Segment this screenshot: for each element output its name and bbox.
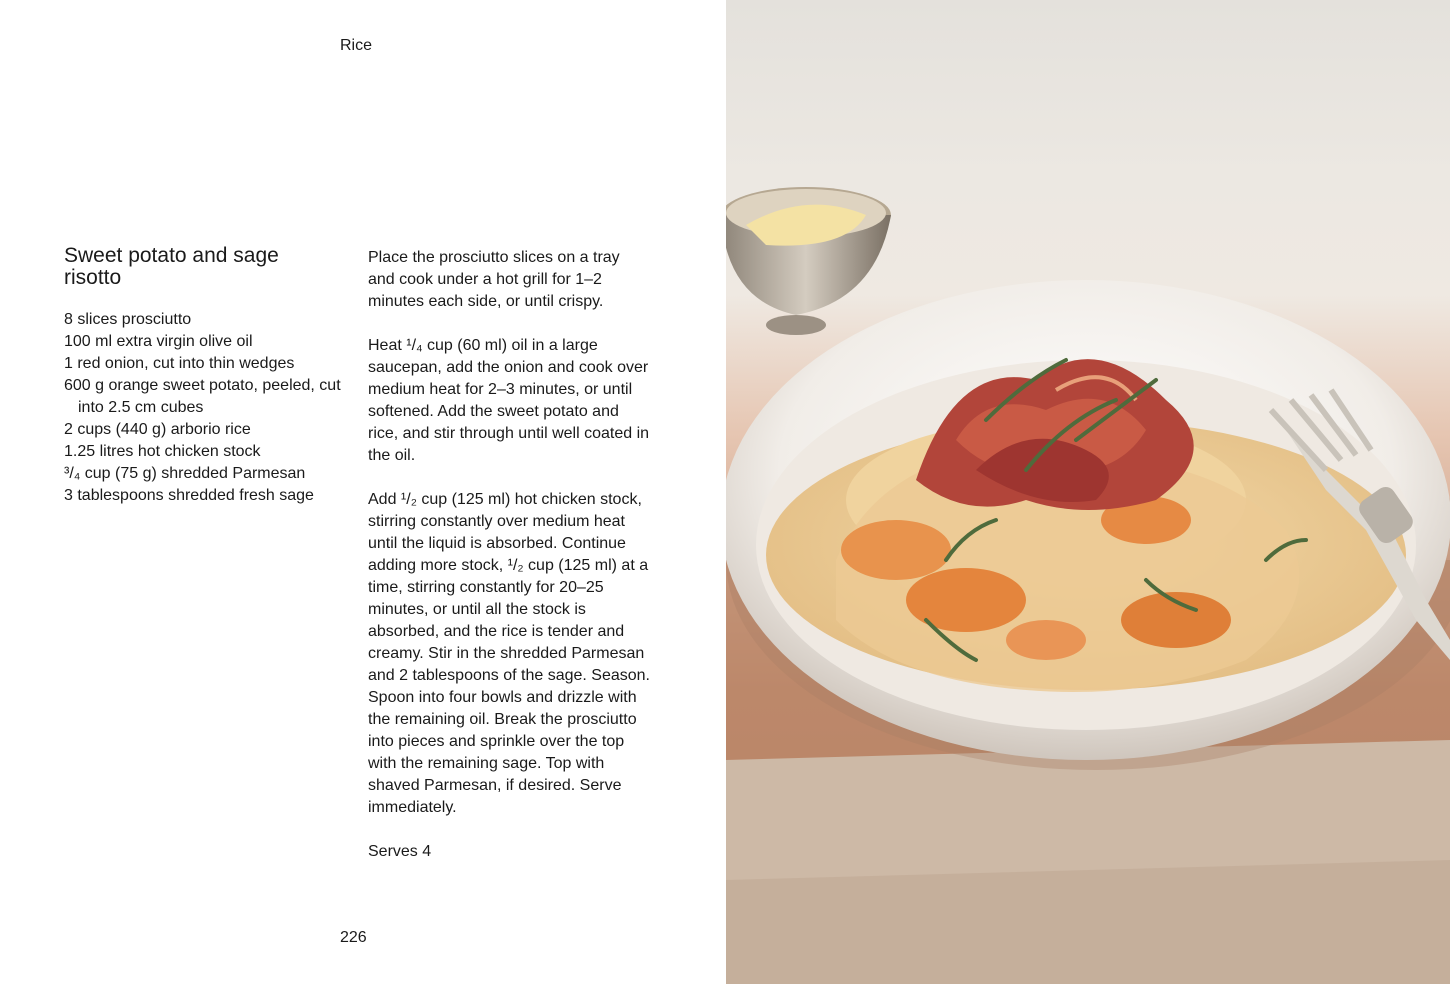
method-section [368, 247, 650, 885]
ingredient-item: 1.25 litres hot chicken stock [64, 443, 261, 460]
risotto-illustration [726, 0, 1450, 984]
method-step: Place the prosciutto slices on a tray and cook under a hot grill for 1–2 minutes each side, or until crispy. [368, 249, 620, 310]
ingredient-item: 2 cups (440 g) arborio rice [64, 421, 251, 438]
ingredient-item: 600 g orange sweet potato, peeled, cut into 2.5 cm cubes [64, 377, 341, 416]
ingredient-item: 3 tablespoons shredded fresh sage [64, 487, 314, 504]
ingredient-item: ³/₄ cup (75 g) shredded Parmesan [64, 465, 306, 482]
running-head: Rice [340, 37, 373, 54]
page-number: 226 [340, 929, 367, 946]
serves-note: Serves 4 [368, 843, 432, 860]
ingredient-item: 1 red onion, cut into thin wedges [64, 355, 295, 372]
method-step: Add ¹/₂ cup (125 ml) hot chicken stock, stirring constantly over medium heat until the liquid is absorbed. Continue adding more stock, ¹/₂ cup (125 ml) at a time, stirring constantly for 20–25 minutes, or until all the stock is absorbed, and the rice is tender and creamy. Stir in the shredded Parmesan and 2 tablespoons of the sage. Season. Spoon into four bowls and drizzle with the remaining oil. Break the prosciutto into pieces and sprinkle over the top with the remaining sage. Top with shaved Parmesan, if desired. Serve immediately. [368, 491, 650, 816]
recipe-title: Sweet potato and sage risotto [64, 244, 279, 289]
ingredient-item: 8 slices prosciutto [64, 311, 192, 328]
ingredient-list [64, 309, 354, 507]
method-step: Heat ¹/₄ cup (60 ml) oil in a large saucepan, add the onion and cook over medium heat for 2–3 minutes, or until softened. Add the sweet potato and rice, and stir through until well coated in the oil. [368, 337, 650, 464]
parmesan-cup-icon [726, 187, 891, 335]
risotto-photo [726, 0, 1450, 984]
ingredient-item: 100 ml extra virgin olive oil [64, 333, 253, 350]
